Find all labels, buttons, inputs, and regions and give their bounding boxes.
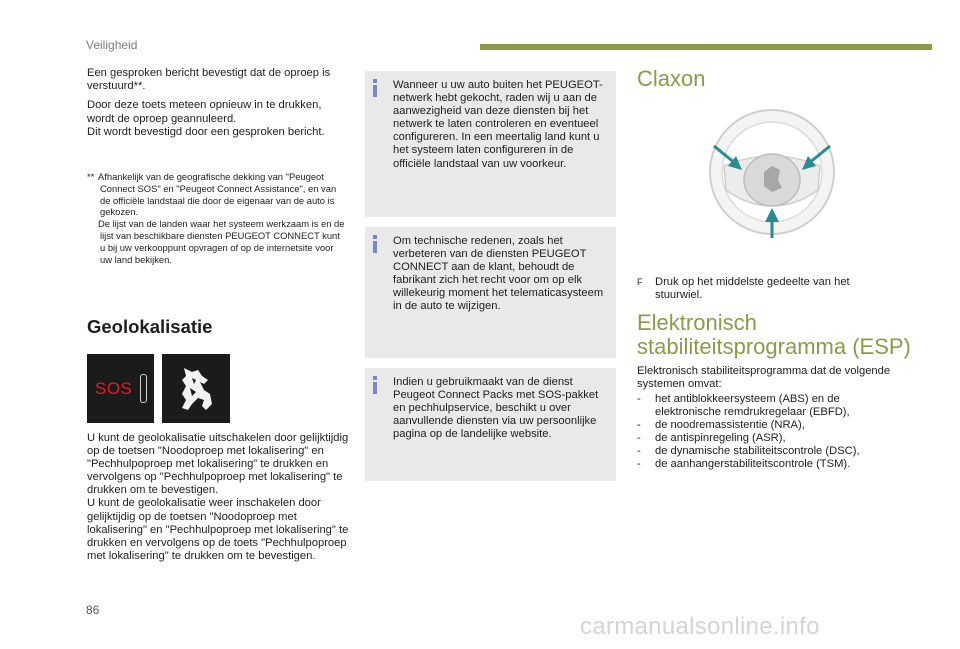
paragraph-line: Dit wordt bevestigd door een gesproken bericht. xyxy=(87,125,325,138)
horn-heading: Claxon xyxy=(637,66,706,91)
list-item: - de dynamische stabiliteitscontrole (DSC), xyxy=(637,445,907,458)
peugeot-lion-icon xyxy=(162,354,230,423)
info-box-network xyxy=(365,71,616,217)
footnote-text: De lijst van de landen waar het systeem werkzaam is en de lijst van beschikbare diensten PEUGEOT CONNECT kunt u bij uw verkooppunt opvragen of op de internetsite voor uw land bekijken. xyxy=(98,218,345,265)
info-box-connect-packs xyxy=(365,368,616,481)
info-icon xyxy=(373,235,378,253)
esp-heading-line: Elektronisch xyxy=(637,310,757,335)
bullet-symbol: F xyxy=(637,277,643,287)
horn-instruction xyxy=(637,276,897,302)
sos-led-indicator xyxy=(140,374,147,403)
page-number: 86 xyxy=(86,603,100,617)
esp-intro: Elektronisch stabiliteitsprogramma dat de volgende systemen omvat: xyxy=(637,365,891,391)
instruction-text: Druk op het middelste gedeelte van het stuurwiel. xyxy=(655,276,850,302)
esp-heading xyxy=(637,311,911,359)
steering-wheel-illustration xyxy=(706,106,838,240)
esp-heading-line: stabiliteitsprogramma (ESP) xyxy=(637,334,911,359)
info-icon xyxy=(373,376,378,394)
list-item: - de aanhangerstabiliteitscontrole (TSM). xyxy=(637,458,907,471)
paragraph xyxy=(87,99,342,139)
paragraph-line: Door deze toets meteen opnieuw in te drukken, wordt de oproep geannuleerd. xyxy=(87,99,322,125)
footnote-text: Afhankelijk van de geografische dekking van "Peugeot Connect SOS" en "Peugeot Connect Assistance", en van de officiële landstaal die door de eigenaar van de auto is gekozen. xyxy=(98,171,337,218)
list-item: - de antispinregeling (ASR), xyxy=(637,432,907,445)
info-text: Wanneer u uw auto buiten het PEUGEOT-netwerk hebt gekocht, raden wij u aan de aanwezigheid van deze diensten bij het netwerk te laten controleren en eventueel configureren. In een meertalig land kunt u het systeem laten configureren in de officiële landstaal van uw voorkeur. xyxy=(393,79,603,170)
list-item: - het antiblokkeersysteem (ABS) en de elektronische remdrukregelaar (EBFD), xyxy=(637,393,907,419)
paragraph: U kunt de geolokalisatie uitschakelen door gelijktijdig op de toetsen "Noodoproep met lokalisering" en "Pechhulpoproep met lokalisering" te drukken en vervolgens op "Pechhulpoproep met lokalisering" te drukken om te bevestigen. xyxy=(87,432,349,497)
geolocation-heading: Geolokalisatie xyxy=(87,316,213,337)
footnote xyxy=(87,171,345,265)
geolocation-text xyxy=(87,432,349,563)
watermark: carmanualsonline.info xyxy=(580,613,820,640)
info-box-technical xyxy=(365,227,616,358)
footnote-mark: ** xyxy=(87,171,95,182)
info-text: Indien u gebruikmaakt van de dienst Peugeot Connect Packs met SOS-pakket en pechhulpservice, beschikt u over aanvullende diensten via uw persoonlijke pagina op de landelijke website. xyxy=(393,376,599,441)
sos-button-image xyxy=(87,354,154,423)
paragraph: Een gesproken bericht bevestigt dat de oproep is verstuurd**. xyxy=(87,67,331,93)
sos-confirmation-text xyxy=(87,67,342,145)
info-icon xyxy=(373,79,378,97)
peugeot-lion-button-image xyxy=(162,354,230,423)
info-text: Om technische redenen, zoals het verbeteren van de diensten PEUGEOT CONNECT aan de klant, behoudt de fabrikant zich het recht voor om op elk willekeurig moment het telematicasysteem in de auto te wijzigen. xyxy=(393,235,604,313)
paragraph: U kunt de geolokalisatie weer inschakelen door gelijktijdig op de toetsen "Noodoproep met lokalisering" en "Pechhulpoproep met lokalisering" te drukken en vervolgens op de toets "Pechhulpoproep met lokalisering" te drukken om te bevestigen. xyxy=(87,497,349,562)
footnote-body xyxy=(87,171,345,265)
sos-label: SOS xyxy=(95,379,133,398)
esp-systems-list xyxy=(637,393,907,472)
section-title: Veiligheid xyxy=(86,38,138,52)
header-accent-bar xyxy=(480,44,932,50)
list-item: - de noodremassistentie (NRA), xyxy=(637,419,907,432)
